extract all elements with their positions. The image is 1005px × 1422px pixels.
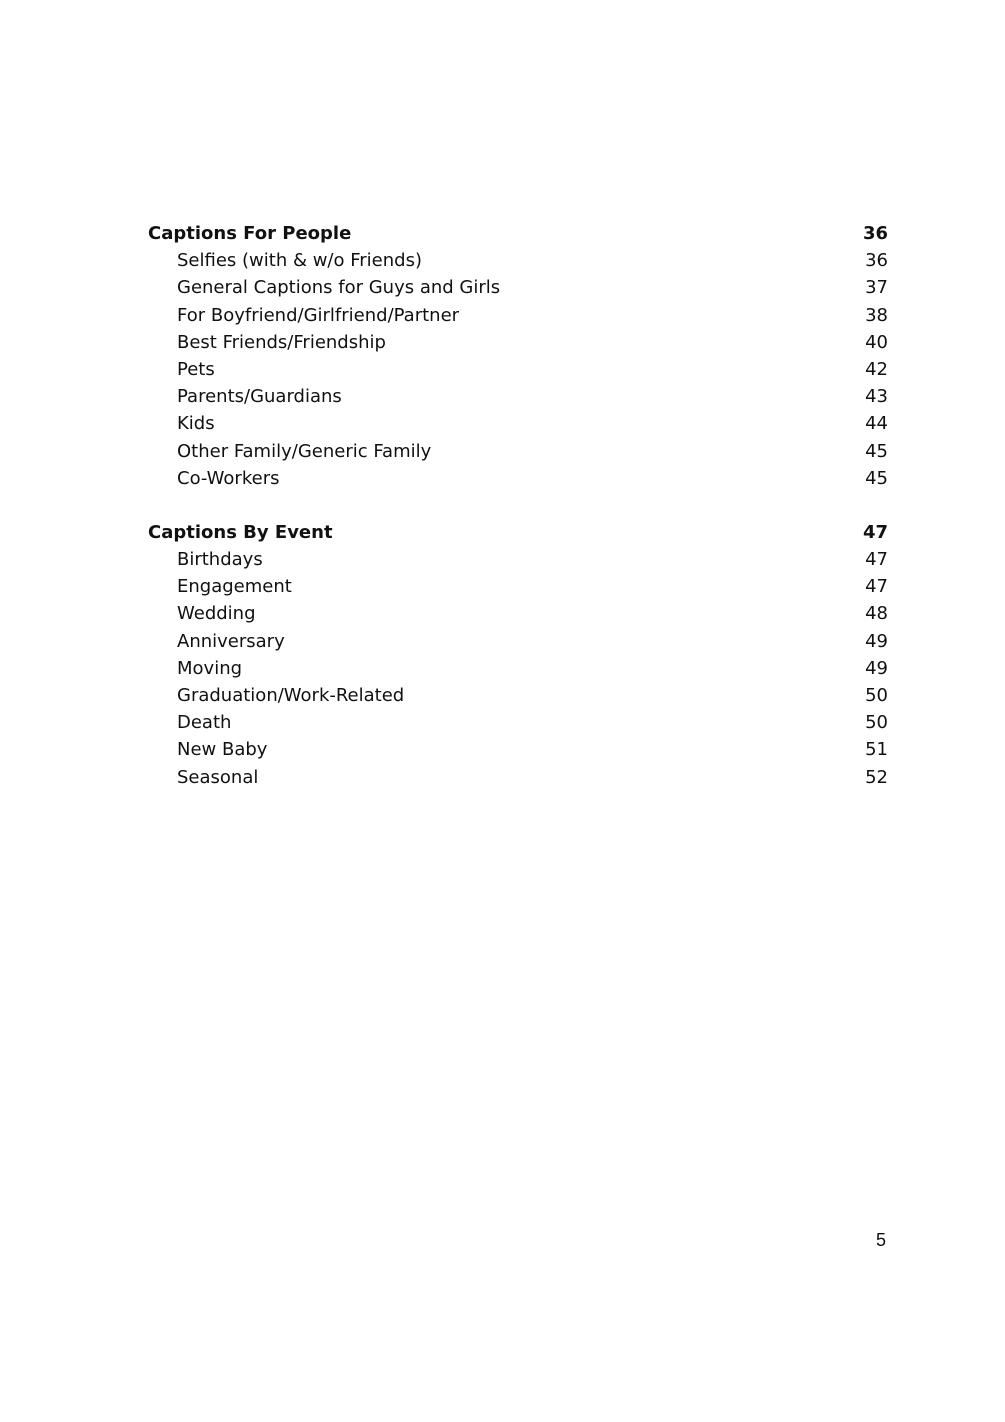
- toc-entry[interactable]: [148, 600, 888, 627]
- toc-entry-page: 40: [865, 331, 888, 353]
- toc-section-title: Captions For People: [148, 223, 352, 244]
- toc-entry-page: 47: [865, 576, 888, 598]
- toc-entry[interactable]: [148, 329, 888, 356]
- toc-entry[interactable]: [148, 628, 888, 655]
- toc-entry-page: 43: [865, 386, 888, 408]
- toc-entry[interactable]: [148, 356, 888, 383]
- toc-entry-page: 50: [865, 685, 888, 706]
- toc-entry-page: 44: [865, 413, 888, 435]
- toc-entry-page: 49: [865, 630, 888, 652]
- toc-entry-label: Moving: [177, 657, 243, 679]
- toc-entry[interactable]: [148, 764, 888, 791]
- toc-entry-label: Engagement: [177, 576, 292, 598]
- toc-entry[interactable]: [148, 682, 888, 709]
- toc-entry-label: Co-Workers: [177, 467, 280, 489]
- toc-entry-label: Pets: [177, 358, 215, 380]
- toc-entry[interactable]: [148, 247, 888, 274]
- toc-entry[interactable]: [148, 465, 888, 492]
- table-of-contents: [148, 220, 888, 791]
- toc-section-heading[interactable]: [148, 519, 888, 546]
- toc-entry-label: Graduation/Work-Related: [177, 685, 405, 706]
- page-number: 5: [875, 1230, 886, 1250]
- toc-entry-label: Death: [177, 712, 232, 734]
- toc-entry-page: 50: [865, 712, 888, 734]
- toc-entry-page: 42: [865, 358, 888, 380]
- toc-entry-page: 45: [865, 440, 888, 462]
- toc-entry[interactable]: [148, 655, 888, 682]
- toc-entry-page: 37: [865, 277, 888, 299]
- toc-entry-page: 51: [865, 739, 888, 761]
- toc-entry[interactable]: [148, 736, 888, 763]
- toc-entry[interactable]: [148, 410, 888, 437]
- toc-entry-page: 36: [865, 250, 888, 272]
- toc-entry[interactable]: [148, 438, 888, 465]
- toc-section-title: Captions By Event: [148, 521, 333, 543]
- toc-section-page: 47: [862, 521, 888, 543]
- toc-entry[interactable]: [148, 573, 888, 600]
- toc-entry[interactable]: [148, 546, 888, 573]
- toc-entry[interactable]: [148, 274, 888, 301]
- toc-entry-label: Selfies (with & w/o Friends): [177, 250, 422, 272]
- toc-entry-label: General Captions for Guys and Girls: [177, 277, 501, 299]
- toc-entry-label: Anniversary: [177, 630, 285, 652]
- toc-entry-label: Other Family/Generic Family: [177, 440, 432, 462]
- toc-section-heading[interactable]: [148, 220, 888, 247]
- toc-entry[interactable]: [148, 302, 888, 329]
- toc-entry-page: 48: [865, 603, 888, 625]
- toc-entry-label: Parents/Guardians: [177, 386, 342, 408]
- toc-entry-page: 52: [865, 766, 888, 788]
- toc-entry-label: For Boyfriend/Girlfriend/Partner: [177, 304, 460, 326]
- toc-entry-label: Seasonal: [177, 766, 259, 788]
- toc-entry-label: Kids: [177, 413, 215, 435]
- toc-entry-label: New Baby: [177, 739, 268, 761]
- toc-entry[interactable]: [148, 383, 888, 410]
- toc-entry-page: 47: [865, 549, 888, 571]
- toc-entry-page: 45: [865, 467, 888, 489]
- toc-entry-page: 38: [865, 304, 888, 326]
- toc-entry-label: Best Friends/Friendship: [177, 331, 386, 353]
- toc-entry[interactable]: [148, 709, 888, 736]
- toc-section-people: [148, 220, 888, 492]
- toc-section-event: [148, 519, 888, 791]
- toc-entry-label: Wedding: [177, 603, 256, 625]
- toc-section-page: 36: [862, 223, 888, 244]
- toc-entry-label: Birthdays: [177, 549, 263, 571]
- toc-entry-page: 49: [865, 657, 888, 679]
